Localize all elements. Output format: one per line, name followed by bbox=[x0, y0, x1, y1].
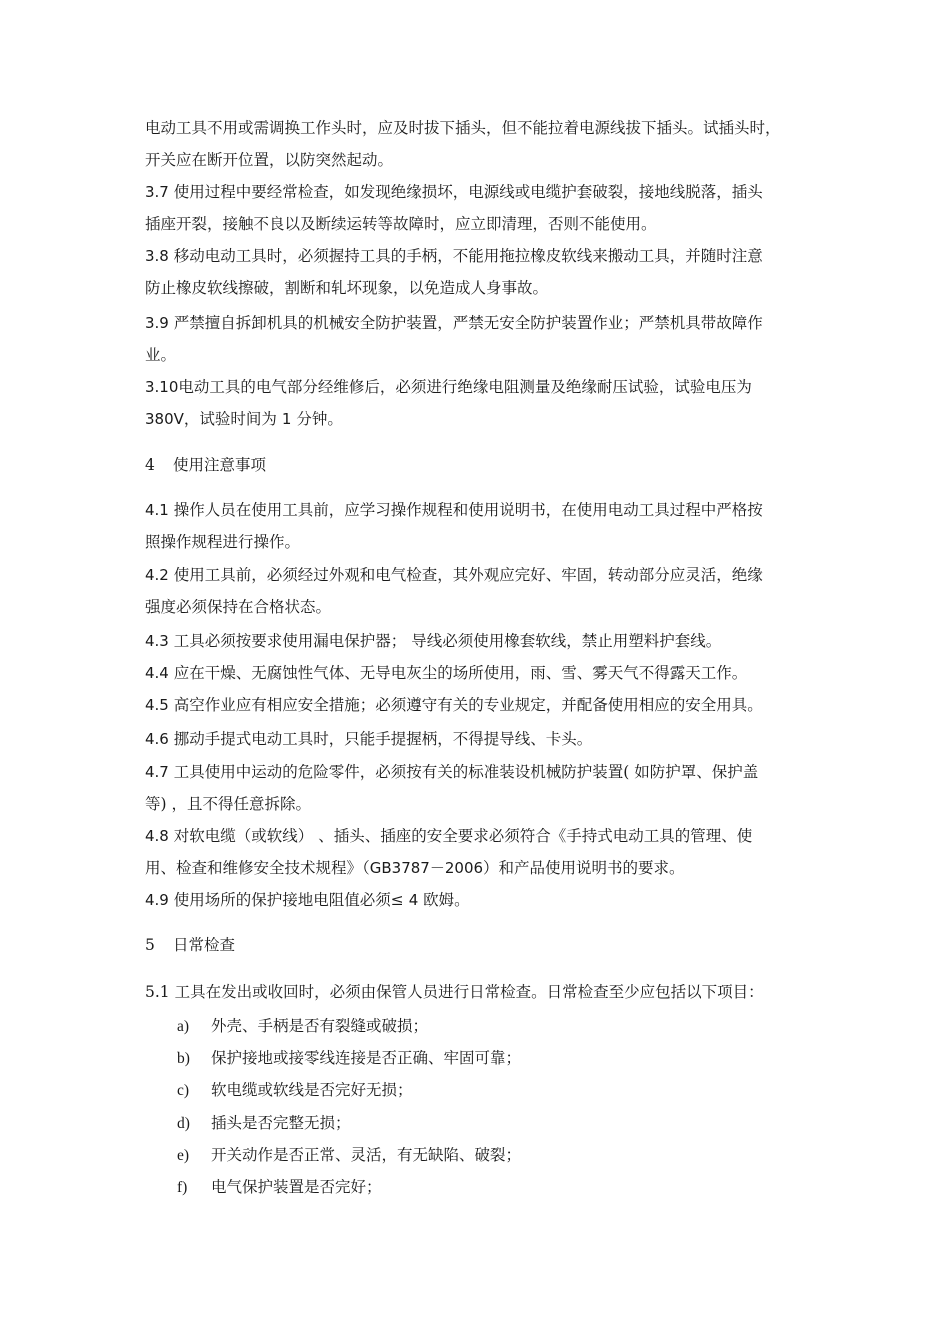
text: 使用过程中要经常检查，如发现绝缘损坏，电源线或电缆护套破裂，接地线脱落，插头 bbox=[168, 183, 763, 201]
text: 用、检查和维修安全技术规程》（ bbox=[145, 859, 370, 877]
paragraph-line bbox=[145, 858, 810, 878]
paragraph-line bbox=[145, 214, 810, 234]
resistance-value: 4 bbox=[408, 891, 419, 909]
text: 照操作规程进行操作。 bbox=[145, 533, 301, 551]
clause-4-4 bbox=[145, 663, 810, 683]
checklist-item-b bbox=[177, 1048, 521, 1069]
clause-number: 4.5 bbox=[145, 696, 169, 714]
text: 严禁擅自拆卸机具的机械安全防护装置，严禁无安全防护装置作业；严禁机具带故障作 bbox=[168, 314, 763, 332]
clause-number: 3.9 bbox=[145, 314, 169, 332]
text: ，试验时间为 bbox=[183, 410, 282, 428]
text: 电动工具不用或需调换工作头时，应及时拔下插头，但不能拉着电源线拔下插头。试插头时， bbox=[145, 119, 781, 137]
clause-number: 3.8 bbox=[145, 247, 169, 265]
text: 使用场所的保护接地电阻值必须≤ bbox=[168, 891, 409, 909]
item-text: 开关动作是否正常、灵活，有无缺陷、破裂； bbox=[211, 1146, 522, 1164]
clause-number: 4.4 bbox=[145, 664, 169, 682]
item-text: 插头是否完整无损； bbox=[211, 1114, 351, 1132]
paragraph-line bbox=[145, 597, 810, 617]
clause-number: 4.7 bbox=[145, 763, 169, 781]
section-number: 5 bbox=[145, 936, 155, 954]
item-tag: e) bbox=[177, 1147, 190, 1164]
text: 工具在发出或收回时，必须由保管人员进行日常检查。日常检查至少应包括以下项目： bbox=[169, 983, 764, 1001]
clause-5-1 bbox=[145, 982, 810, 1002]
paragraph-line bbox=[145, 532, 810, 552]
clause-4-9 bbox=[145, 890, 810, 910]
clause-3-7 bbox=[145, 182, 810, 202]
clause-number: 4.8 bbox=[145, 827, 169, 845]
text: 对软电缆（或软线） 、插头、插座的安全要求必须符合《手持式电动工具的管理、使 bbox=[168, 827, 753, 845]
text: 挪动手提式电动工具时，只能手提握柄，不得提导线、卡头。 bbox=[168, 730, 593, 748]
checklist-item-c bbox=[177, 1080, 413, 1101]
clause-3-10 bbox=[145, 377, 810, 397]
section-heading-5 bbox=[145, 935, 810, 955]
text: 工具使用中运动的危险零件，必须按有关的标准装设机械防护装置( 如防护罩、保护盖 bbox=[168, 763, 759, 781]
text: ）和产品使用说明书的要求。 bbox=[483, 859, 685, 877]
text: 电动工具的电气部分经维修后，必须进行绝缘电阻测量及绝缘耐压试验，试验电压为 bbox=[178, 378, 752, 396]
checklist-item-e bbox=[177, 1145, 521, 1166]
section-title: 使用注意事项 bbox=[173, 456, 267, 474]
clause-4-8 bbox=[145, 826, 810, 846]
clause-number: 4.3 bbox=[145, 632, 169, 650]
item-tag: d) bbox=[177, 1115, 190, 1132]
clause-4-5 bbox=[145, 695, 810, 715]
text: 开关应在断开位置，以防突然起动。 bbox=[145, 151, 394, 169]
text: 使用工具前，必须经过外观和电气检查，其外观应完好、牢固，转动部分应灵活，绝缘 bbox=[168, 566, 763, 584]
paragraph-line bbox=[145, 345, 810, 365]
paragraph-line bbox=[145, 150, 810, 170]
section-number: 4 bbox=[145, 456, 155, 474]
item-tag: b) bbox=[177, 1050, 190, 1067]
clause-4-1 bbox=[145, 500, 810, 520]
duration-value: 1 bbox=[281, 410, 292, 428]
item-text: 保护接地或接零线连接是否正确、牢固可靠； bbox=[211, 1049, 522, 1067]
checklist-item-f bbox=[177, 1177, 382, 1198]
clause-3-9 bbox=[145, 313, 810, 333]
text: 工具必须按要求使用漏电保护器； 导线必须使用橡套软线，禁止用塑料护套线。 bbox=[168, 632, 722, 650]
text: 强度必须保持在合格状态。 bbox=[145, 598, 332, 616]
text: 防止橡皮软线擦破，割断和轧坏现象，以免造成人身事故。 bbox=[145, 279, 549, 297]
clause-number: 3.10 bbox=[145, 378, 179, 396]
text: 应在干燥、无腐蚀性气体、无导电灰尘的场所使用，雨、雪、雾天气不得露天工作。 bbox=[168, 664, 748, 682]
item-text: 软电缆或软线是否完好无损； bbox=[211, 1081, 413, 1099]
voltage-value: 380V bbox=[145, 410, 184, 428]
section-title: 日常检查 bbox=[173, 936, 236, 954]
text: 移动电动工具时，必须握持工具的手柄，不能用拖拉橡皮软线来搬动工具，并随时注意 bbox=[168, 247, 763, 265]
clause-number: 4.9 bbox=[145, 891, 169, 909]
paragraph-line bbox=[145, 278, 810, 298]
clause-4-3 bbox=[145, 631, 810, 651]
clause-number: 4.2 bbox=[145, 566, 169, 584]
text: 分钟。 bbox=[291, 410, 343, 428]
paragraph-line bbox=[145, 794, 810, 814]
item-text: 外壳、手柄是否有裂缝或破损； bbox=[211, 1017, 429, 1035]
standard-code: GB3787－2006 bbox=[369, 859, 484, 877]
clause-4-6 bbox=[145, 729, 810, 749]
text: 插座开裂，接触不良以及断续运转等故障时，应立即清理，否则不能使用。 bbox=[145, 215, 657, 233]
clause-4-7 bbox=[145, 762, 810, 782]
checklist-item-d bbox=[177, 1113, 351, 1134]
text: 高空作业应有相应安全措施；必须遵守有关的专业规定，并配备使用相应的安全用具。 bbox=[168, 696, 763, 714]
clause-number: 4.1 bbox=[145, 501, 169, 519]
text: 业。 bbox=[145, 346, 177, 364]
clause-4-2 bbox=[145, 565, 810, 585]
clause-3-8 bbox=[145, 246, 810, 266]
text: 等) ，且不得任意拆除。 bbox=[145, 795, 311, 813]
text: 欧姆。 bbox=[418, 891, 470, 909]
clause-number: 3.7 bbox=[145, 183, 169, 201]
item-tag: f) bbox=[177, 1179, 188, 1196]
checklist-item-a bbox=[177, 1016, 428, 1037]
item-tag: a) bbox=[177, 1018, 190, 1035]
paragraph-line bbox=[145, 409, 810, 429]
section-heading-4 bbox=[145, 455, 810, 475]
clause-number: 4.6 bbox=[145, 730, 169, 748]
paragraph-line bbox=[145, 118, 810, 138]
text: 操作人员在使用工具前，应学习操作规程和使用说明书，在使用电动工具过程中严格按 bbox=[168, 501, 763, 519]
item-text: 电气保护装置是否完好； bbox=[211, 1178, 382, 1196]
item-tag: c) bbox=[177, 1082, 190, 1099]
clause-number: 5.1 bbox=[145, 983, 170, 1001]
